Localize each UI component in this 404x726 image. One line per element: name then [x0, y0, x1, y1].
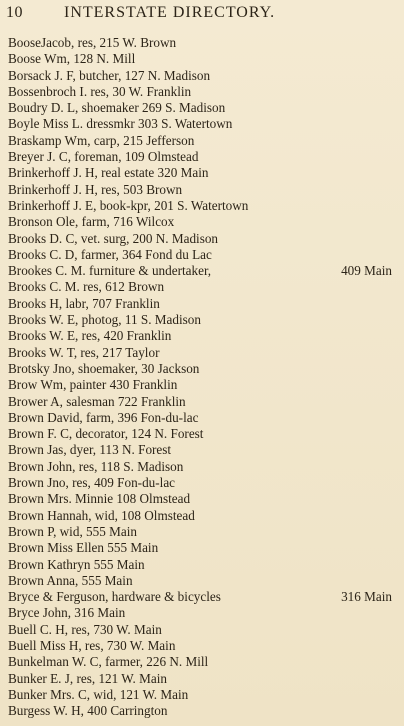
directory-entry: Brotsky Jno, shoemaker, 30 Jackson [8, 360, 200, 376]
directory-entry: Buell Miss H, res, 730 W. Main [8, 637, 176, 653]
directory-entry: Buell C. H, res, 730 W. Main [8, 621, 162, 637]
directory-entry: Brown Jno, res, 409 Fon-du-lac [8, 475, 176, 491]
directory-entry: Brown F. C, decorator, 124 N. Forest [8, 426, 204, 442]
directory-entry: Brooks D. C, vet. surg, 200 N. Madison [8, 230, 219, 246]
directory-entry [8, 589, 392, 605]
directory-entry: Brooks W. T, res, 217 Taylor [8, 344, 160, 360]
entry-text: Brookes C. M. furniture & undertaker, [8, 263, 212, 279]
directory-entry: Bunkelman W. C, farmer, 226 N. Mill [8, 654, 209, 670]
directory-entry: Brown P, wid, 555 Main [8, 523, 137, 539]
directory-entry: Brinkerhoff J. E, book-kpr, 201 S. Watertown [8, 197, 249, 213]
directory-entry: Brooks H, labr, 707 Franklin [8, 295, 160, 311]
directory-entry: Burgess W. H, 400 Carrington [8, 703, 168, 719]
directory-entry: Brown Jas, dyer, 113 N. Forest [8, 442, 172, 458]
directory-entry: Bossenbroch I. res, 30 W. Franklin [8, 83, 192, 99]
directory-entry: Boose Wm, 128 N. Mill [8, 51, 136, 67]
directory-entry: Brown David, farm, 396 Fon-du-lac [8, 409, 199, 425]
directory-entry: Braskamp Wm, carp, 215 Jefferson [8, 132, 195, 148]
directory-entry: Brown Mrs. Minnie 108 Olmstead [8, 491, 191, 507]
directory-entry: Brown John, res, 118 S. Madison [8, 458, 184, 474]
directory-entry: Brooks C. D, farmer, 364 Fond du Lac [8, 246, 212, 262]
directory-entry: Brown Kathryn 555 Main [8, 556, 145, 572]
page-header [6, 4, 398, 28]
directory-entry: Brown Anna, 555 Main [8, 572, 133, 588]
directory-list [8, 35, 392, 719]
directory-entry: Brower A, salesman 722 Franklin [8, 393, 186, 409]
directory-entry: Breyer J. C, foreman, 109 Olmstead [8, 149, 199, 165]
directory-entry: Bronson Ole, farm, 716 Wilcox [8, 214, 175, 230]
directory-entry: Boyle Miss L. dressmkr 303 S. Watertown [8, 116, 233, 132]
directory-entry [8, 263, 392, 279]
directory-entry: Brooks W. E, res, 420 Franklin [8, 328, 172, 344]
entry-address: 316 Main [341, 589, 392, 605]
directory-entry: Boudry D. L, shoemaker 269 S. Madison [8, 100, 226, 116]
directory-entry: Brooks W. E, photog, 11 S. Madison [8, 312, 201, 328]
running-title: INTERSTATE DIRECTORY. [64, 4, 276, 21]
directory-entry: Brown Hannah, wid, 108 Olmstead [8, 507, 195, 523]
directory-entry: Brinkerhoff J. H, real estate 320 Main [8, 165, 209, 181]
directory-entry: Brinkerhoff J. H, res, 503 Brown [8, 181, 183, 197]
directory-entry: Brow Wm, painter 430 Franklin [8, 377, 178, 393]
entry-address: 409 Main [341, 263, 392, 279]
directory-entry: Bunker E. J, res, 121 W. Main [8, 670, 167, 686]
directory-entry: Brooks C. M. res, 612 Brown [8, 279, 165, 295]
directory-entry: Bunker Mrs. C, wid, 121 W. Main [8, 686, 189, 702]
directory-entry: Bryce John, 316 Main [8, 605, 126, 621]
directory-entry: BooseJacob, res, 215 W. Brown [8, 35, 177, 50]
entry-text: Bryce & Ferguson, hardware & bicycles [8, 589, 221, 605]
directory-entry: Borsack J. F, butcher, 127 N. Madison [8, 67, 211, 83]
page-number: 10 [6, 4, 23, 21]
directory-entry: Brown Miss Ellen 555 Main [8, 540, 159, 556]
